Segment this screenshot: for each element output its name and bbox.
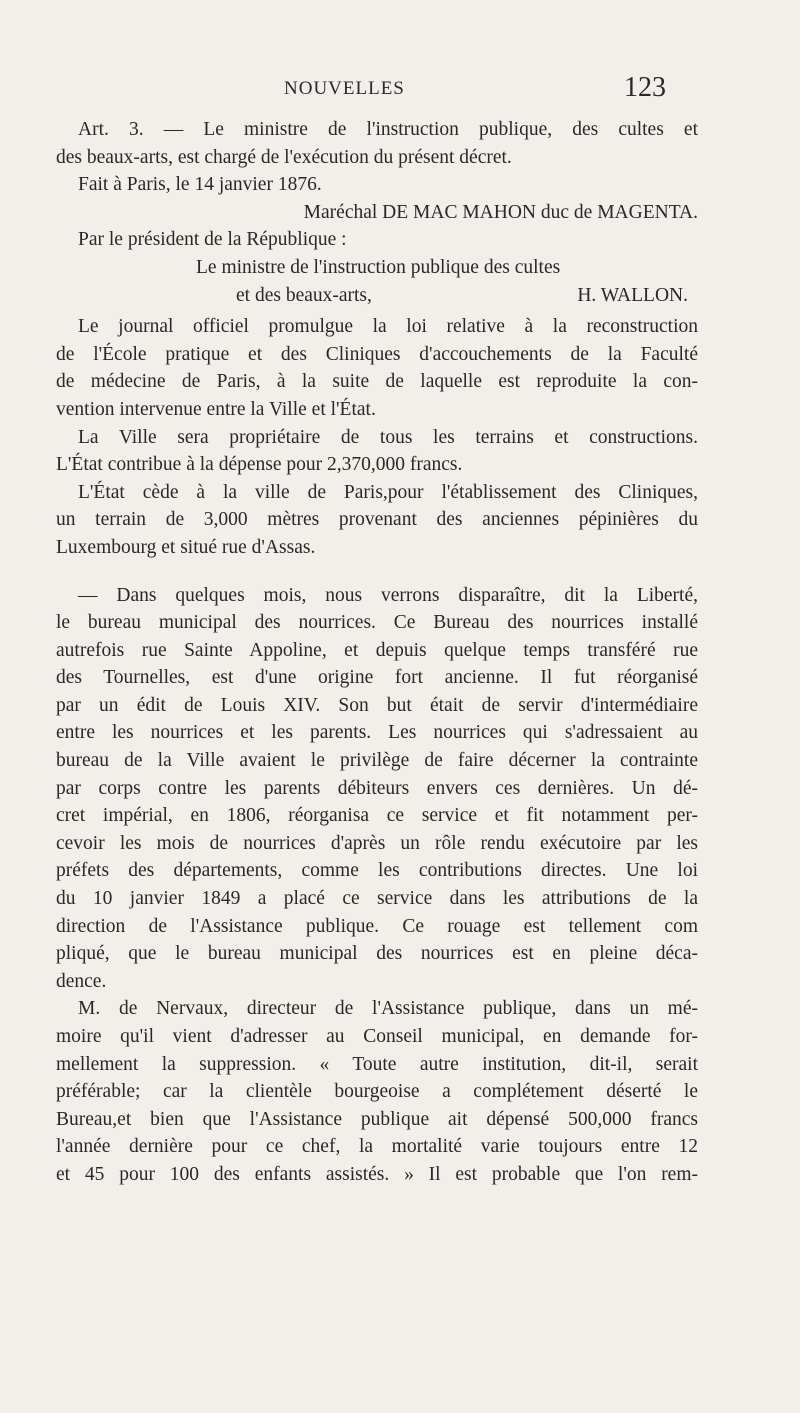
- text-line: Art. 3. — Le ministre de l'instruction publique, des cultes et: [78, 119, 698, 140]
- text-line: L'État contribue à la dépense pour 2,370,000 francs.: [56, 454, 463, 476]
- text-line: par un édit de Louis XIV. Son but était de servir d'intermédiaire: [56, 694, 698, 716]
- minister-title-cont: et des beaux-arts,: [236, 284, 372, 306]
- text-line: l'année dernière pour ce chef, la mortalité varie toujours entre 12: [56, 1136, 698, 1158]
- page-number: 123: [624, 72, 666, 103]
- paragraph: [56, 424, 698, 479]
- text-line: Bureau,et bien que l'Assistance publique ait dépensé 500,000 francs: [56, 1108, 698, 1130]
- body-text: [56, 116, 698, 1189]
- text-line: L'État cède à la ville de Paris,pour l'établissement des Cliniques,: [78, 481, 698, 503]
- text-line: préfets des départements, comme les contributions directes. Une loi: [56, 860, 698, 882]
- text-line: mellement la suppression. « Toute autre institution, dit-il, serait: [56, 1053, 698, 1075]
- text-line: cevoir les mois de nourrices d'après un rôle rendu exécutoire par les: [56, 832, 698, 854]
- text-line: des beaux-arts, est chargé de l'exécution du présent décret.: [56, 146, 512, 168]
- text-line: des Tournelles, est d'une origine fort ancienne. Il fut réorganisé: [56, 667, 698, 689]
- minister-signature-row: [56, 282, 698, 310]
- paragraph: [56, 479, 698, 562]
- text-line: de médecine de Paris, à la suite de laquelle est reproduite la con-: [56, 371, 698, 393]
- text-line: le bureau municipal des nourrices. Ce Bureau des nourrices installé: [56, 612, 698, 634]
- text-line: autrefois rue Sainte Appoline, et depuis quelque temps transféré rue: [56, 639, 698, 661]
- text-line: Luxembourg et situé rue d'Assas.: [56, 536, 316, 558]
- text-line: entre les nourrices et les parents. Les nourrices qui s'adressaient au: [56, 722, 698, 744]
- signature: Maréchal DE MAC MAHON duc de MAGENTA.: [303, 201, 698, 223]
- text-line: de l'École pratique et des Cliniques d'accouchements de la Faculté: [56, 343, 698, 365]
- paragraph: [56, 313, 698, 423]
- running-head: NOUVELLES: [284, 78, 405, 99]
- minister-name: H. WALLON.: [577, 284, 688, 306]
- paragraph: [56, 995, 698, 1188]
- text-line: cret impérial, en 1806, réorganisa ce service et fit notamment per-: [56, 805, 698, 827]
- text-line: dence.: [56, 970, 107, 992]
- text-line: et 45 pour 100 des enfants assistés. » Il est probable que l'on rem-: [56, 1163, 698, 1185]
- text-line: un terrain de 3,000 mètres provenant des anciennes pépinières du: [56, 509, 698, 531]
- text-line: préférable; car la clientèle bourgeoise a complétement déserté le: [56, 1081, 698, 1103]
- text-line: direction de l'Assistance publique. Ce rouage est tellement com: [56, 915, 698, 937]
- minister-title: Le ministre de l'instruction publique des cultes: [196, 256, 561, 278]
- text-line: — Dans quelques mois, nous verrons disparaître, dit la Liberté,: [78, 584, 698, 606]
- text-line: La Ville sera propriétaire de tous les terrains et constructions.: [78, 426, 698, 448]
- text-line: Le journal officiel promulgue la loi relative à la reconstruction: [78, 316, 698, 338]
- text-line: du 10 janvier 1849 a placé ce service dans les attributions de la: [56, 888, 698, 910]
- page-header: [0, 72, 800, 112]
- place-date: Fait à Paris, le 14 janvier 1876.: [78, 174, 322, 196]
- decree-article: [56, 116, 698, 309]
- text-line: M. de Nervaux, directeur de l'Assistance publique, dans un mé-: [78, 998, 698, 1020]
- text-line: moire qu'il vient d'adresser au Conseil municipal, en demande for-: [56, 1026, 698, 1047]
- paragraph: [56, 582, 698, 996]
- countersign-intro: Par le président de la République :: [78, 229, 347, 251]
- text-line: par corps contre les parents débiteurs envers ces dernières. Un dé-: [56, 777, 698, 799]
- text-line: vention intervenue entre la Ville et l'État.: [56, 398, 376, 420]
- text-line: bureau de la Ville avaient le privilège de faire décerner la contrainte: [56, 750, 698, 772]
- text-line: pliqué, que le bureau municipal des nourrices est en pleine déca-: [56, 943, 698, 965]
